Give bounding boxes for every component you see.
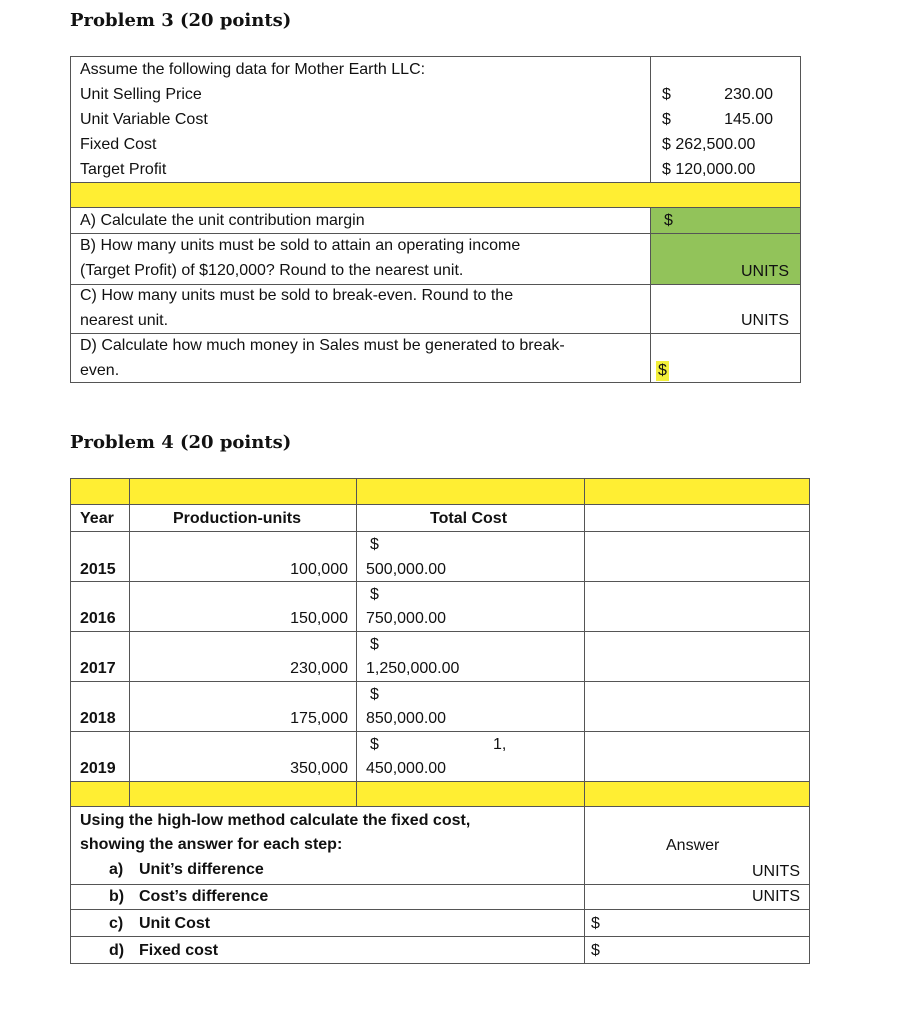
row-year: 2019: [80, 760, 116, 777]
row-year: 2017: [80, 660, 116, 677]
step-label: d): [109, 942, 125, 959]
row-dollar: $: [370, 736, 379, 753]
row-units: 230,000: [290, 660, 348, 677]
row-year: 2015: [80, 561, 116, 578]
step-label: a): [109, 861, 124, 878]
step-label: c): [109, 915, 124, 932]
question-d-line1: D) Calculate how much money in Sales must be generated to break-: [80, 337, 565, 354]
answer-c-units[interactable]: UNITS: [741, 312, 789, 329]
header-production-units: Production-units: [173, 510, 301, 527]
row-units: 100,000: [290, 561, 348, 578]
problem4-heading: Problem 4 (20 points): [70, 432, 292, 453]
problem3-intro: Assume the following data for Mother Earth LLC:: [80, 61, 426, 78]
problem3-yellow-row: [71, 183, 800, 207]
row-dollar: $: [370, 586, 379, 603]
row-units: 150,000: [290, 610, 348, 627]
step-currency[interactable]: $: [591, 942, 600, 959]
value-unit-variable-cost: 145.00: [724, 111, 773, 128]
answer-b-units[interactable]: UNITS: [741, 263, 789, 280]
row-dollar: $: [370, 636, 379, 653]
question-a: A) Calculate the unit contribution margin: [80, 212, 365, 229]
label-target-profit: Target Profit: [80, 161, 167, 178]
value-unit-selling-price: 230.00: [724, 86, 773, 103]
step-text: Fixed cost: [139, 942, 219, 959]
row-cost: 450,000.00: [366, 760, 447, 777]
row-units: 175,000: [290, 710, 348, 727]
method-line2: showing the answer for each step:: [80, 836, 343, 853]
step-unit[interactable]: UNITS: [752, 888, 800, 905]
currency-unit-variable-cost: $: [662, 111, 671, 128]
question-b-line2: (Target Profit) of $120,000? Round to the nearest unit.: [80, 262, 464, 279]
value-fixed-cost: $ 262,500.00: [662, 136, 756, 153]
label-unit-selling-price: Unit Selling Price: [80, 86, 202, 103]
row-dollar: $: [370, 686, 379, 703]
row-units: 350,000: [290, 760, 348, 777]
step-text: Cost’s difference: [139, 888, 269, 905]
problem3-heading: Problem 3 (20 points): [70, 10, 292, 31]
row-year: 2016: [80, 610, 116, 627]
step-unit[interactable]: UNITS: [752, 863, 800, 880]
label-fixed-cost: Fixed Cost: [80, 136, 157, 153]
answer-d-currency[interactable]: $: [658, 362, 667, 379]
question-c-line2: nearest unit.: [80, 312, 169, 329]
step-text: Unit’s difference: [139, 861, 264, 878]
question-d-line2: even.: [80, 362, 120, 379]
value-target-profit: $ 120,000.00: [662, 161, 756, 178]
row-dollar: $: [370, 536, 379, 553]
label-unit-variable-cost: Unit Variable Cost: [80, 111, 208, 128]
question-c-line1: C) How many units must be sold to break-even. Round to the: [80, 287, 514, 304]
step-label: b): [109, 888, 125, 905]
header-year: Year: [80, 510, 114, 527]
currency-unit-selling-price: $: [662, 86, 671, 103]
row-extra: 1,: [493, 736, 507, 753]
method-line1: Using the high-low method calculate the fixed cost,: [80, 812, 471, 829]
answer-a-currency[interactable]: $: [664, 212, 673, 229]
answer-header: Answer: [666, 837, 720, 854]
step-text: Unit Cost: [139, 915, 211, 932]
header-total-cost: Total Cost: [430, 510, 508, 527]
step-currency[interactable]: $: [591, 915, 600, 932]
row-cost: 750,000.00: [366, 610, 447, 627]
row-cost: 850,000.00: [366, 710, 447, 727]
question-b-line1: B) How many units must be sold to attain an operating income: [80, 237, 521, 254]
row-year: 2018: [80, 710, 116, 727]
row-cost: 500,000.00: [366, 561, 447, 578]
row-cost: 1,250,000.00: [366, 660, 460, 677]
